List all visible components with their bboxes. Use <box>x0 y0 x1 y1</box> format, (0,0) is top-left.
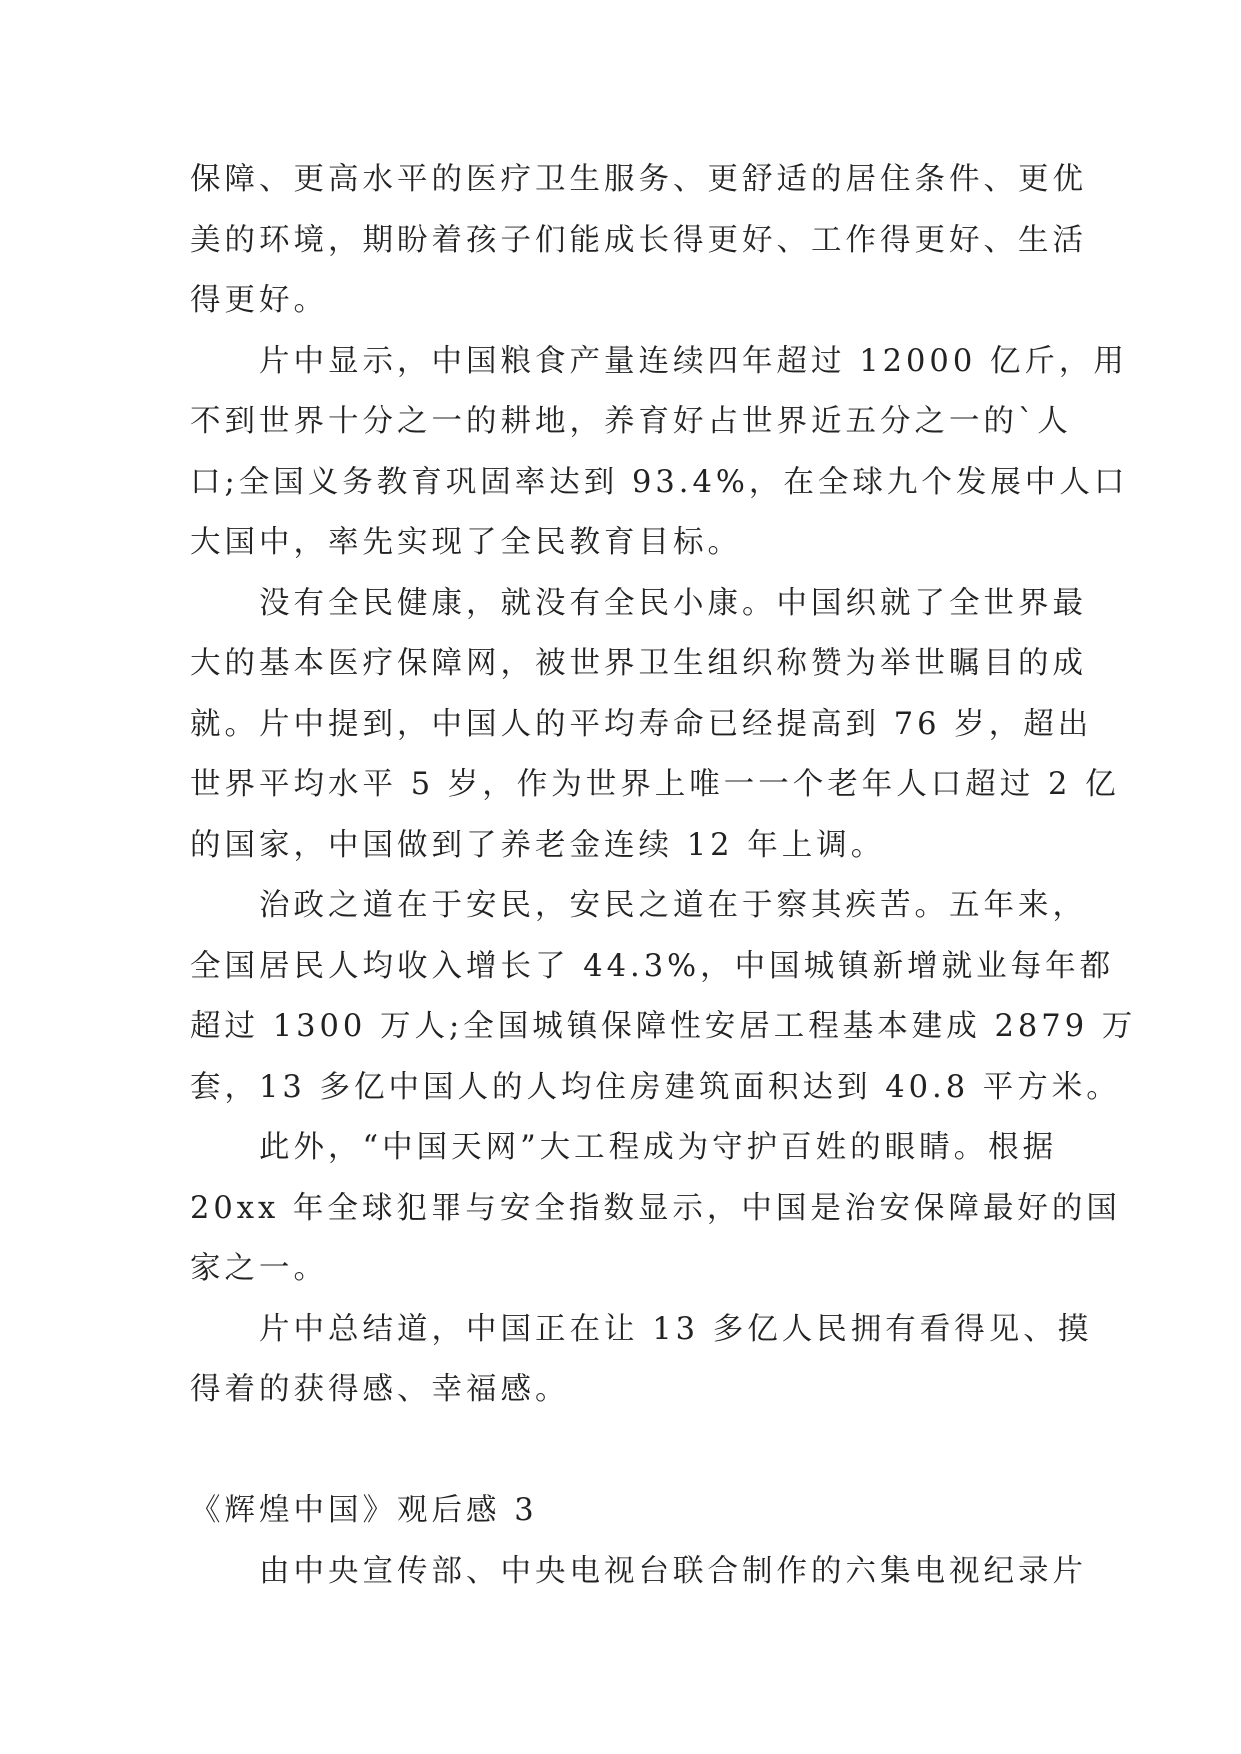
text-line: 大国中，率先实现了全民教育目标。 <box>190 525 742 560</box>
text-line: 片中总结道，中国正在让 13 多亿人民拥有看得见、摸 <box>259 1311 1093 1347</box>
section-paragraph <box>190 1542 1087 1603</box>
text-line: 不到世界十分之一的耕地，养育好占世界近五分之一的`人 <box>190 404 1072 439</box>
text-line: 家之一。 <box>190 1251 328 1286</box>
text-line: 的国家，中国做到了养老金连续 12 年上调。 <box>190 827 886 863</box>
text-line: 全国居民人均收入增长了 44.3%，中国城镇新增就业每年都 <box>190 948 1115 984</box>
text-line: 20xx 年全球犯罪与安全指数显示，中国是治安保障最好的国 <box>190 1190 1121 1226</box>
section-heading: 《辉煌中国》观后感 3 <box>190 1493 538 1528</box>
text-line: 得着的获得感、幸福感。 <box>190 1372 570 1407</box>
document-page <box>190 150 1137 1602</box>
section-spacer <box>190 1421 1070 1482</box>
text-line: 此外，“中国天网”大工程成为守护百姓的眼睛。根据 <box>259 1130 1058 1165</box>
paragraph-2 <box>190 332 1129 574</box>
text-line: 大的基本医疗保障网，被世界卫生组织称赞为举世瞩目的成 <box>190 646 1087 681</box>
text-line: 美的环境，期盼着孩子们能成长得更好、工作得更好、生活 <box>190 222 1087 258</box>
paragraph-3 <box>190 574 1120 877</box>
text-line: 由中央宣传部、中央电视台联合制作的六集电视纪录片 <box>259 1553 1087 1589</box>
text-line: 治政之道在于安民，安民之道在于察其疾苦。五年来， <box>259 888 1087 923</box>
paragraph-5 <box>190 1118 1121 1300</box>
text-line: 口;全国义务教育巩固率达到 93.4%，在全球九个发展中人口 <box>190 464 1129 500</box>
text-line: 世界平均水平 5 岁，作为世界上唯一一个老年人口超过 2 亿 <box>190 767 1120 802</box>
text-line: 得更好。 <box>190 283 328 318</box>
text-line: 就。片中提到，中国人的平均寿命已经提高到 76 岁，超出 <box>190 706 1093 742</box>
paragraph-4 <box>190 876 1137 1118</box>
paragraph-6 <box>190 1300 1093 1421</box>
text-line: 没有全民健康，就没有全民小康。中国织就了全世界最 <box>259 585 1087 621</box>
text-line: 片中显示，中国粮食产量连续四年超过 12000 亿斤，用 <box>259 343 1128 379</box>
text-line: 超过 1300 万人;全国城镇保障性安居工程基本建成 2879 万 <box>190 1009 1137 1044</box>
text-line: 套，13 多亿中国人的人均住房建筑面积达到 40.8 平方米。 <box>190 1069 1121 1105</box>
text-line: 保障、更高水平的医疗卫生服务、更舒适的居住条件、更优 <box>190 162 1087 197</box>
paragraph-1 <box>190 150 1087 332</box>
